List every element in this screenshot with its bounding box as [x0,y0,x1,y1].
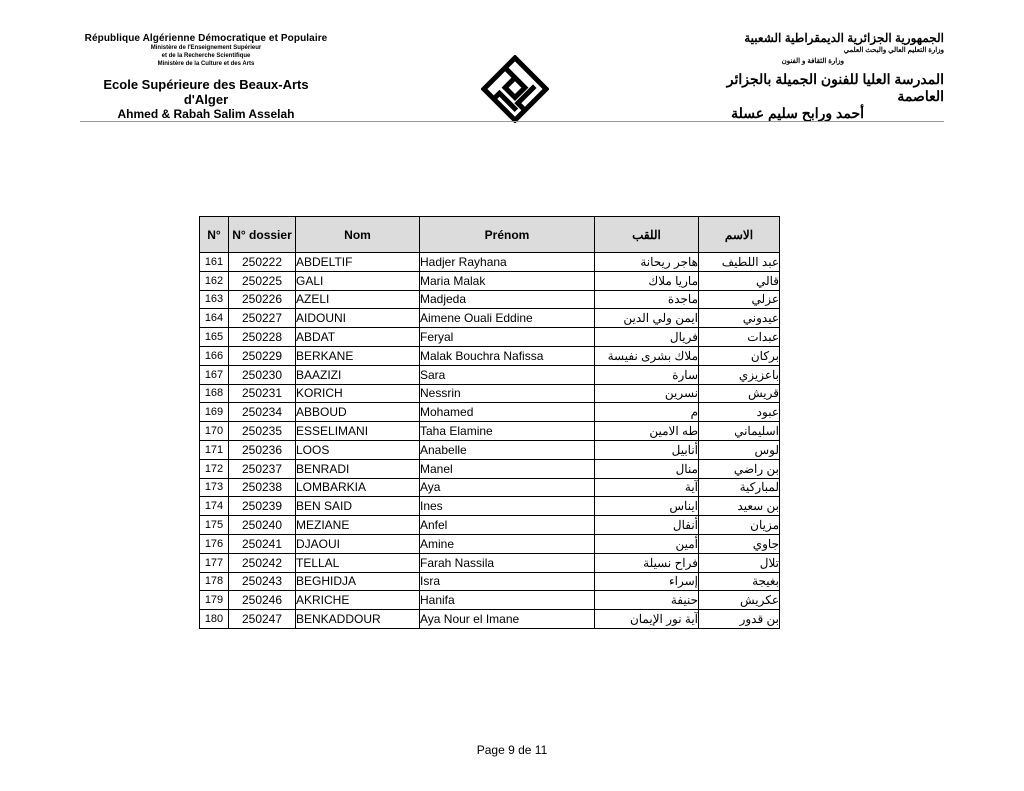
table-row [200,591,780,610]
first-name-cell: Amine [420,534,595,553]
row-number-cell: 175 [200,516,229,535]
last-name-cell: BERKANE [296,346,420,365]
file-number-cell: 250226 [229,290,296,309]
last-name-ar-cell: ماريا ملاك [595,271,699,290]
first-name-ar-cell: عكريش [699,591,780,610]
file-number-cell: 250246 [229,591,296,610]
table-row [200,290,780,309]
row-number-cell: 166 [200,346,229,365]
first-name-ar-cell: لوس [699,440,780,459]
first-name-ar-cell: قالي [699,271,780,290]
first-name-cell: Madjeda [420,290,595,309]
first-name-ar-cell: باعزيزي [699,365,780,384]
header-left-block [80,33,332,121]
file-number-cell: 250238 [229,478,296,497]
first-name-cell: Aya [420,478,595,497]
first-name-cell: Sara [420,365,595,384]
file-number-cell: 250227 [229,309,296,328]
table-row [200,422,780,441]
last-name-ar-cell: أمين [595,534,699,553]
last-name-ar-cell: ايناس [595,497,699,516]
last-name-cell: KORICH [296,384,420,403]
first-name-cell: Mohamed [420,403,595,422]
last-name-cell: TELLAL [296,553,420,572]
first-name-ar-cell: قريش [699,384,780,403]
first-name-ar-cell: مزيان [699,516,780,535]
row-number-cell: 173 [200,478,229,497]
last-name-cell: ABBOUD [296,403,420,422]
first-name-cell: Malak Bouchra Nafissa [420,346,595,365]
first-name-ar-cell: بركان [699,346,780,365]
last-name-ar-cell: أنفال [595,516,699,535]
first-name-ar-cell: بن قدور [699,610,780,629]
header-divider [80,121,944,122]
first-name-ar-cell: بن سعيد [699,497,780,516]
row-number-cell: 177 [200,553,229,572]
table-row [200,572,780,591]
file-number-cell: 250234 [229,403,296,422]
republic-title-ar: الجمهورية الجزائرية الديمقراطية الشعبية [744,31,944,45]
school-name-fr: Ecole Supérieure des Beaux-Arts d'Alger [103,77,309,107]
file-number-cell: 250236 [229,440,296,459]
last-name-ar-cell: م [595,403,699,422]
file-number-cell: 250228 [229,328,296,347]
table-row [200,553,780,572]
ministry-line-fr: Ministère de l'Enseignement Supérieur [150,45,262,51]
last-name-cell: BENRADI [296,459,420,478]
first-name-cell: Hadjer Rayhana [420,253,595,272]
first-name-ar-cell: بن راضي [699,459,780,478]
first-name-cell: Taha Elamine [420,422,595,441]
republic-title-fr: République Algérienne Démocratique et Populaire [84,33,328,44]
file-number-cell: 250243 [229,572,296,591]
first-name-cell: Anfel [420,516,595,535]
table-row [200,271,780,290]
file-number-cell: 250239 [229,497,296,516]
row-number-cell: 174 [200,497,229,516]
last-name-cell: AKRICHE [296,591,420,610]
file-number-cell: 250242 [229,553,296,572]
first-name-ar-cell: عبود [699,403,780,422]
last-name-ar-cell: هاجر ريحانة [595,253,699,272]
file-number-cell: 250235 [229,422,296,441]
table-row [200,516,780,535]
page-number: Page 9 de 11 [476,743,548,757]
last-name-cell: ABDAT [296,328,420,347]
first-name-ar-cell: عيدوني [699,309,780,328]
row-number-cell: 172 [200,459,229,478]
last-name-ar-cell: ماجدة [595,290,699,309]
table-row [200,403,780,422]
table-row [200,478,780,497]
file-number-cell: 250229 [229,346,296,365]
row-number-cell: 171 [200,440,229,459]
first-name-ar-cell: عبد اللطيف [699,253,780,272]
file-number-cell: 250237 [229,459,296,478]
row-number-cell: 170 [200,422,229,441]
table-row [200,440,780,459]
column-header: اللقب [595,217,699,253]
first-name-ar-cell: تلال [699,553,780,572]
ministry-line-ar: وزارة التعليم العالي والبحث العلمي [843,47,944,54]
row-number-cell: 161 [200,253,229,272]
row-number-cell: 178 [200,572,229,591]
school-founders-ar: أحمد ورابح سليم عسلة [731,105,864,121]
last-name-cell: LOMBARKIA [296,478,420,497]
file-number-cell: 250247 [229,610,296,629]
file-number-cell: 250231 [229,384,296,403]
file-number-cell: 250241 [229,534,296,553]
last-name-ar-cell: أنابيل [595,440,699,459]
column-header: N° dossier [229,217,296,253]
last-name-cell: DJAOUI [296,534,420,553]
column-header: N° [200,217,229,253]
school-founders-fr: Ahmed & Rabah Salim Asselah [117,107,295,121]
table-row [200,346,780,365]
column-header: Prénom [420,217,595,253]
row-number-cell: 162 [200,271,229,290]
last-name-cell: AIDOUNI [296,309,420,328]
last-name-cell: GALI [296,271,420,290]
first-name-cell: Isra [420,572,595,591]
column-header: الاسم [699,217,780,253]
first-name-ar-cell: اسليماني [699,422,780,441]
file-number-cell: 250225 [229,271,296,290]
last-name-cell: BAAZIZI [296,365,420,384]
table-row [200,384,780,403]
last-name-ar-cell: آية [595,478,699,497]
school-logo-icon [481,55,549,123]
school-name-ar: المدرسة العليا للفنون الجميلة بالجزائر العاصمة [726,71,944,104]
first-name-cell: Hanifa [420,591,595,610]
first-name-cell: Aimene Ouali Eddine [420,309,595,328]
first-name-cell: Anabelle [420,440,595,459]
table-row [200,309,780,328]
last-name-cell: BENKADDOUR [296,610,420,629]
last-name-cell: ESSELIMANI [296,422,420,441]
row-number-cell: 164 [200,309,229,328]
first-name-cell: Aya Nour el Imane [420,610,595,629]
last-name-ar-cell: فراح نسيلة [595,553,699,572]
first-name-cell: Feryal [420,328,595,347]
first-name-cell: Nessrin [420,384,595,403]
file-number-cell: 250240 [229,516,296,535]
row-number-cell: 168 [200,384,229,403]
table-row [200,459,780,478]
last-name-ar-cell: فريال [595,328,699,347]
row-number-cell: 179 [200,591,229,610]
column-header: Nom [296,217,420,253]
first-name-cell: Manel [420,459,595,478]
first-name-ar-cell: عبدات [699,328,780,347]
first-name-ar-cell: لمباركية [699,478,780,497]
last-name-ar-cell: حنيفة [595,591,699,610]
table-row [200,328,780,347]
header-right-block [704,31,944,122]
table-row [200,534,780,553]
table-row [200,253,780,272]
applicants-table [199,216,780,629]
file-number-cell: 250230 [229,365,296,384]
table-header-row [200,217,780,253]
last-name-ar-cell: منال [595,459,699,478]
table-row [200,365,780,384]
last-name-ar-cell: نسرين [595,384,699,403]
last-name-ar-cell: سارة [595,365,699,384]
last-name-cell: BEN SAID [296,497,420,516]
first-name-cell: Ines [420,497,595,516]
row-number-cell: 165 [200,328,229,347]
last-name-cell: AZELI [296,290,420,309]
last-name-ar-cell: طه الامين [595,422,699,441]
last-name-ar-cell: ملاك بشرى نفيسة [595,346,699,365]
row-number-cell: 176 [200,534,229,553]
table-body [200,253,780,629]
first-name-ar-cell: جاوي [699,534,780,553]
last-name-cell: BEGHIDJA [296,572,420,591]
ministry-line-ar: وزارة الثقافة و الفنون [781,58,844,65]
first-name-cell: Maria Malak [420,271,595,290]
last-name-ar-cell: آية نور الإيمان [595,610,699,629]
first-name-ar-cell: بغيجة [699,572,780,591]
row-number-cell: 167 [200,365,229,384]
first-name-ar-cell: عزلي [699,290,780,309]
table-row [200,610,780,629]
table-row [200,497,780,516]
last-name-cell: ABDELTIF [296,253,420,272]
row-number-cell: 163 [200,290,229,309]
file-number-cell: 250222 [229,253,296,272]
ministry-line-fr: et de la Recherche Scientifique [161,53,251,59]
last-name-ar-cell: ايمن ولي الدين [595,309,699,328]
ministry-line-fr: Ministère de la Culture et des Arts [157,61,255,67]
first-name-cell: Farah Nassila [420,553,595,572]
last-name-ar-cell: إسراء [595,572,699,591]
row-number-cell: 180 [200,610,229,629]
row-number-cell: 169 [200,403,229,422]
last-name-cell: MEZIANE [296,516,420,535]
last-name-cell: LOOS [296,440,420,459]
